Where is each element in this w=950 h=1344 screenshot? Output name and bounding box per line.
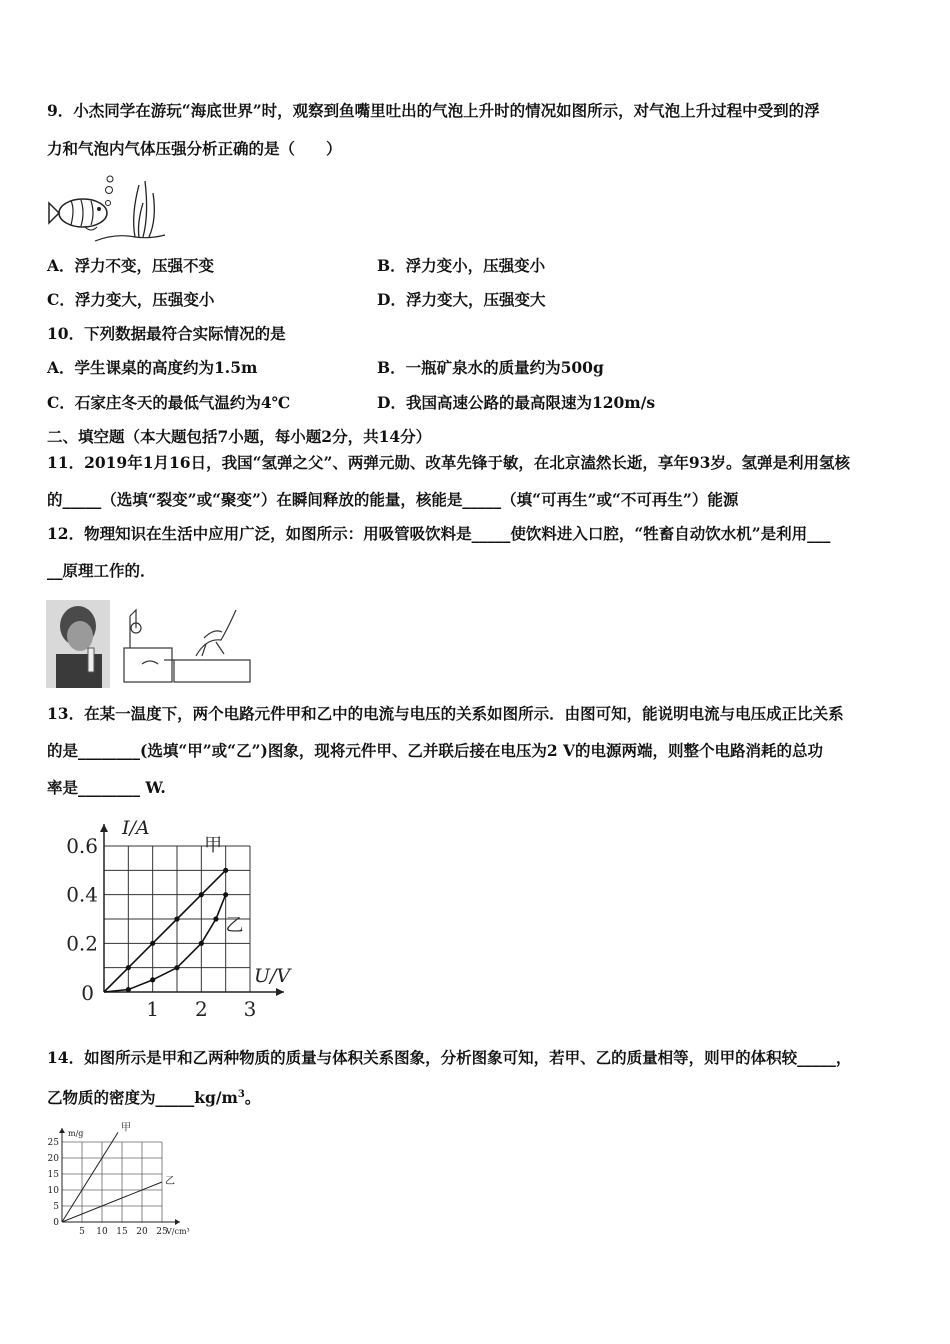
q14-line2-text: 乙物质的密度为_____kg/m: [47, 1088, 238, 1108]
x-tick-label: 25: [156, 1227, 168, 1237]
q10-option-d: D．我国高速公路的最高限速为120m/s: [377, 393, 656, 412]
series-label-yi: 乙: [225, 915, 244, 937]
x-tick-label: 1: [146, 997, 160, 1017]
section2-title: 二、填空题（本大题包括7小题，每小题2分，共14分）: [47, 427, 432, 446]
water-dispenser-drawing: [124, 610, 250, 682]
data-point-jia: [223, 868, 228, 873]
y-axis-label: m/g: [68, 1129, 84, 1138]
data-point-yi: [126, 987, 131, 992]
mass-volume-chart: [38, 1120, 208, 1242]
x-axis-label: U/V: [254, 965, 291, 987]
x-tick-label: 2: [194, 997, 208, 1017]
data-point-yi: [223, 892, 228, 897]
q14-line1: 14．如图所示是甲和乙两种物质的质量与体积关系图象，分析图象可知，若甲、乙的质量相等，则甲的体积较_____，: [47, 1048, 852, 1067]
q9-line2: 力和气泡内气体压强分析正确的是（ ）: [47, 139, 342, 158]
current-voltage-chart: [60, 812, 310, 1017]
q9-option-c: C．浮力变大，压强变小: [47, 290, 215, 309]
q12-line1: 12．物理知识在生活中应用广泛，如图所示：用吸管吸饮料是_____使饮料进入口腔，“牲畜自动饮水机”是利用___: [47, 524, 831, 543]
q9-option-a: A．浮力不变，压强不变: [47, 256, 215, 275]
q14-unit-superscript: 3: [237, 1089, 245, 1100]
q11-line2: 的_____（选填“裂变”或“聚变”）在瞬间释放的能量，核能是_____（填“可再生”或“不可再生”）能源: [47, 490, 739, 509]
q10-line1: 10．下列数据最符合实际情况的是: [47, 324, 286, 343]
q12-line2: __原理工作的．: [47, 561, 156, 580]
straw-and-water-dispenser-figure: [46, 598, 256, 690]
x-axis-label: V/cm³: [166, 1227, 190, 1236]
x-axis-arrow: [175, 1219, 180, 1225]
series-line-yi: [62, 1182, 162, 1222]
q13-line1: 13．在某一温度下，两个电路元件甲和乙中的电流与电压的关系如图所示．由图可知，能说明电流与电压成正比关系: [47, 704, 844, 723]
y-axis-arrow: [100, 824, 108, 832]
x-axis-arrow: [276, 988, 284, 996]
y-axis-arrow: [59, 1128, 65, 1133]
data-point-yi: [150, 977, 155, 982]
y-tick-label: 0.4: [66, 882, 98, 907]
y-tick-label: 0.2: [66, 931, 98, 956]
q9-option-b: B．浮力变小，压强变小: [377, 256, 546, 275]
x-tick-label: 10: [96, 1227, 108, 1237]
q14-line2-end: 。: [244, 1088, 261, 1108]
q13-line2: 的是________(选填“甲”或“乙”)图象，现将元件甲、乙并联后接在电压为2 V的电源两端，则整个电路消耗的总功: [47, 741, 824, 760]
y-tick-label: 25: [47, 1138, 59, 1148]
fish-bubbles-figure: [45, 175, 175, 245]
x-tick-label: 0: [81, 981, 94, 1005]
series-label-jia: 甲: [121, 1122, 131, 1134]
y-axis-label: I/A: [122, 817, 150, 839]
x-tick-label: 3: [243, 997, 257, 1017]
q10-option-c: C．石家庄冬天的最低气温约为4℃: [47, 393, 291, 412]
series-label-yi: 乙: [165, 1176, 175, 1187]
series-line-jia: [62, 1132, 118, 1222]
data-point-jia: [126, 965, 131, 970]
q13-line3: 率是________ W.: [47, 778, 166, 797]
q9-line1: 9．小杰同学在游玩“海底世界”时，观察到鱼嘴里吐出的气泡上升时的情况如图所示，对气泡上升过程中受到的浮: [47, 101, 820, 120]
y-tick-label: 20: [47, 1154, 59, 1164]
y-tick-label: 15: [47, 1170, 59, 1180]
q10-option-a: A．学生课桌的高度约为1.5m: [47, 358, 258, 377]
y-tick-label: 5: [53, 1202, 59, 1212]
y-tick-label: 0: [53, 1218, 59, 1228]
q14-line2: [47, 1085, 260, 1108]
x-tick-label: 15: [116, 1227, 128, 1237]
series-label-jia: 甲: [204, 834, 223, 856]
x-tick-label: 5: [79, 1227, 85, 1237]
y-tick-label: 10: [47, 1186, 59, 1196]
q9-option-d: D．浮力变大，压强变大: [377, 290, 546, 309]
data-point-yi: [213, 916, 218, 921]
data-point-jia: [199, 892, 204, 897]
data-point-jia: [150, 941, 155, 946]
x-tick-label: 20: [136, 1227, 148, 1237]
data-point-yi: [199, 941, 204, 946]
q10-option-b: B．一瓶矿泉水的质量约为500g: [377, 358, 604, 377]
data-point-yi: [174, 965, 179, 970]
q11-line1: 11．2019年1月16日，我国“氢弹之父”、两弹元勋、改革先锋于敏，在北京溘然长逝，享年93岁。氢弹是利用氢核: [47, 453, 850, 472]
data-point-jia: [174, 916, 179, 921]
y-tick-label: 0.6: [66, 834, 98, 858]
